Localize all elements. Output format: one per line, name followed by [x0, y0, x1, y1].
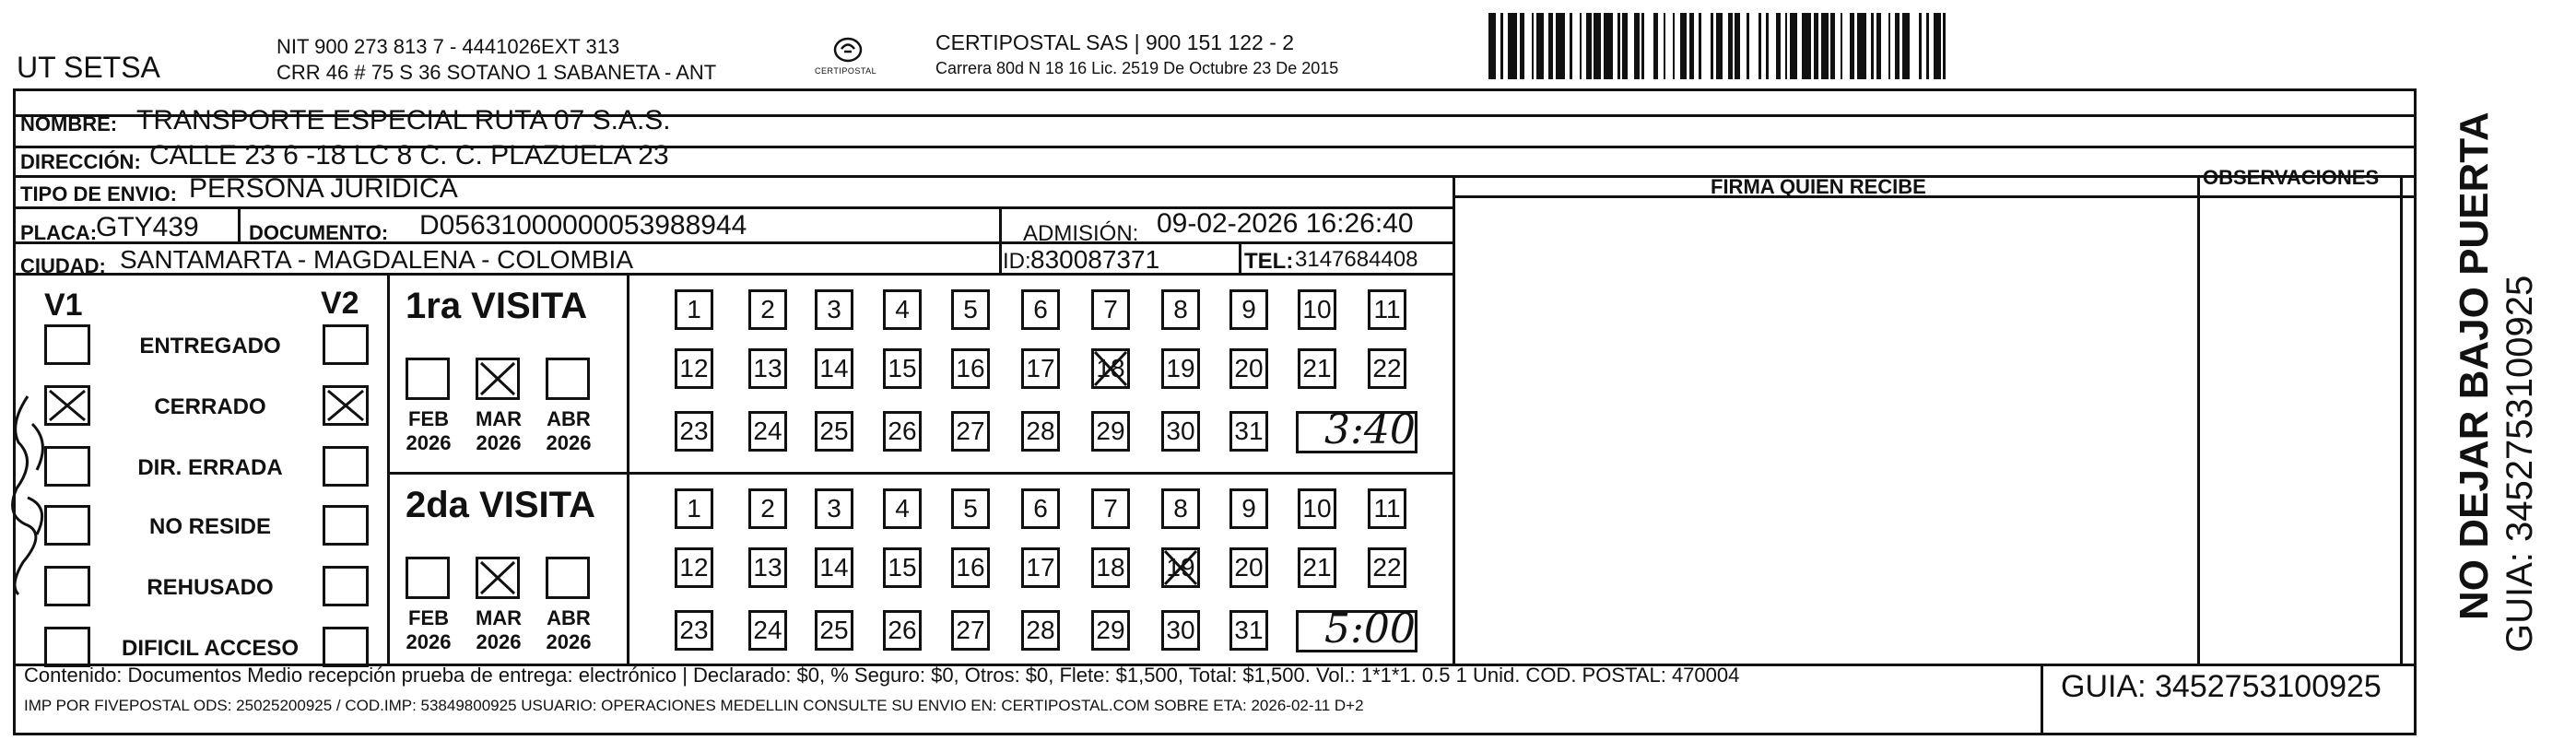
day-number: 11	[1373, 494, 1401, 523]
day-box[interactable]	[815, 411, 853, 452]
v2-checkbox[interactable]	[323, 566, 369, 606]
barcode-bar	[1769, 13, 1776, 79]
placa-value: GTY439	[96, 212, 199, 242]
month-check-mark	[478, 360, 517, 397]
day-box[interactable]	[748, 289, 787, 330]
tel-label: TEL:	[1244, 249, 1294, 274]
time-box[interactable]	[1296, 406, 1417, 453]
barcode-bar	[1740, 13, 1747, 79]
barcode-bar	[1716, 13, 1723, 79]
day-box[interactable]	[1368, 289, 1406, 330]
month-year: 2026	[406, 630, 452, 653]
day-box[interactable]	[1229, 488, 1268, 529]
month-name: FEB	[408, 407, 449, 430]
day-number: 12	[679, 553, 709, 582]
no-dejar-bajo-puerta: NO DEJAR BAJO PUERTA	[2452, 112, 2497, 620]
status-row-label: NO RESIDE	[148, 514, 272, 539]
month-year: 2026	[546, 630, 592, 653]
day-number: 13	[753, 553, 782, 582]
v1-header: V1	[44, 288, 83, 323]
day-number: 21	[1302, 354, 1332, 382]
license-line: Carrera 80d N 18 16 Lic. 2519 De Octubre 23 De 2015	[935, 59, 1339, 77]
v2-checkbox[interactable]	[323, 505, 369, 546]
day-number: 9	[1241, 494, 1256, 523]
v2-checkbox[interactable]	[323, 324, 369, 365]
v2-header: V2	[321, 286, 359, 321]
day-number: 20	[1234, 354, 1264, 382]
month-check-mark	[478, 559, 517, 596]
placa-label: PLACA:	[20, 221, 98, 244]
day-number: 28	[1026, 417, 1055, 445]
day-box[interactable]	[675, 348, 713, 389]
day-number: 19	[1166, 553, 1195, 582]
day-box[interactable]	[1091, 411, 1130, 452]
day-number: 25	[819, 616, 849, 644]
day-box[interactable]	[1021, 411, 1060, 452]
month-name: ABR	[547, 606, 591, 629]
certipostal-logo	[811, 33, 885, 85]
day-number: 4	[895, 295, 910, 323]
day-number: 27	[956, 417, 985, 445]
month-checkbox[interactable]	[476, 358, 520, 400]
day-number: 16	[956, 354, 985, 382]
day-box[interactable]	[1091, 348, 1130, 389]
day-box[interactable]	[951, 488, 990, 529]
day-number: 15	[888, 553, 917, 582]
certipostal-line: CERTIPOSTAL SAS | 900 151 122 - 2	[935, 30, 1295, 54]
day-number: 22	[1372, 553, 1402, 582]
day-number: 29	[1096, 616, 1125, 644]
barcode-bar	[1749, 13, 1759, 79]
v2-checkbox[interactable]	[323, 446, 369, 487]
day-box[interactable]	[675, 289, 713, 330]
barcode-bar	[1790, 13, 1797, 79]
month-checkbox[interactable]	[546, 358, 590, 400]
day-box[interactable]	[951, 411, 990, 452]
day-box[interactable]	[1368, 348, 1406, 389]
time-box[interactable]	[1296, 605, 1417, 652]
month-name: MAR	[475, 407, 523, 430]
day-box[interactable]	[951, 547, 990, 588]
admision-label: ADMISIÓN:	[1023, 221, 1139, 246]
day-number: 14	[819, 553, 849, 582]
day-box[interactable]	[1368, 547, 1406, 588]
day-box[interactable]	[748, 488, 787, 529]
day-box[interactable]	[815, 289, 853, 330]
barcode-bar	[1934, 13, 1941, 79]
day-number: 17	[1026, 553, 1055, 582]
day-box[interactable]	[1368, 488, 1406, 529]
day-box[interactable]	[1229, 289, 1268, 330]
barcode-bar	[1701, 13, 1711, 79]
day-number: 3	[827, 494, 841, 523]
day-number: 26	[888, 417, 917, 445]
day-number: 6	[1033, 295, 1048, 323]
visit-title: 2da VISITA	[406, 485, 595, 525]
day-box[interactable]	[1229, 348, 1268, 389]
day-number: 7	[1103, 295, 1118, 323]
day-number: 13	[753, 354, 782, 382]
barcode-bar	[1821, 13, 1829, 79]
day-box[interactable]	[1161, 411, 1200, 452]
day-box[interactable]	[883, 411, 922, 452]
month-checkbox[interactable]	[546, 557, 590, 599]
day-number: 27	[956, 616, 985, 644]
day-number: 11	[1373, 295, 1401, 323]
id-value: 830087371	[1030, 245, 1160, 274]
day-number: 1	[687, 494, 701, 523]
day-number: 3	[827, 295, 841, 323]
barcode-bar	[1488, 13, 1496, 79]
barcode-bar	[1604, 13, 1613, 79]
nit-line: NIT 900 273 813 7 - 4441026EXT 313	[276, 35, 620, 58]
month-year: 2026	[546, 431, 592, 454]
day-number: 5	[963, 295, 978, 323]
documento-label: DOCUMENTO:	[249, 221, 389, 244]
barcode-bar	[1665, 13, 1673, 79]
status-row-label: DIFICIL ACCESO	[121, 636, 299, 661]
direccion-label: DIRECCIÓN:	[20, 150, 141, 173]
day-number: 6	[1033, 494, 1048, 523]
day-number: 26	[888, 616, 917, 644]
nombre-label: NOMBRE:	[20, 112, 118, 135]
handwritten-signature	[0, 387, 65, 599]
nombre-value: TRANSPORTE ESPECIAL RUTA 07 S.A.S.	[136, 105, 671, 135]
barcode-bar	[1524, 13, 1532, 79]
v2-checkbox[interactable]	[323, 385, 369, 426]
footer-guia: GUIA: 3452753100925	[2061, 669, 2382, 704]
barcode-bar	[1857, 13, 1866, 79]
day-box[interactable]	[883, 348, 922, 389]
day-box[interactable]	[883, 289, 922, 330]
day-box[interactable]	[1021, 348, 1060, 389]
barcode-bar	[1594, 13, 1601, 79]
day-box[interactable]	[815, 348, 853, 389]
month-name: ABR	[547, 407, 591, 430]
day-box[interactable]	[1161, 488, 1200, 529]
logo-text: CERTIPOSTAL	[815, 66, 877, 76]
barcode-bar	[1556, 13, 1565, 79]
barcode	[1488, 13, 2189, 79]
v1-checkbox[interactable]	[44, 324, 90, 365]
day-number: 16	[956, 553, 985, 582]
day-box[interactable]	[675, 411, 713, 452]
firma-header: FIRMA QUIEN RECIBE	[1711, 175, 1926, 198]
day-box[interactable]	[815, 547, 853, 588]
month-year: 2026	[476, 630, 522, 653]
day-box[interactable]	[748, 610, 787, 651]
side-guia: GUIA: 3452753100925	[2500, 275, 2540, 652]
day-number: 28	[1026, 616, 1055, 644]
day-box[interactable]	[1091, 547, 1130, 588]
day-number: 1	[687, 295, 701, 323]
day-box[interactable]	[815, 488, 853, 529]
day-number: 19	[1166, 354, 1195, 382]
ciudad-value: SANTAMARTA - MAGDALENA - COLOMBIA	[120, 245, 633, 274]
day-box[interactable]	[748, 547, 787, 588]
barcode-bar	[1536, 13, 1544, 79]
day-box[interactable]	[1161, 547, 1200, 588]
day-box[interactable]	[1021, 610, 1060, 651]
month-year: 2026	[476, 431, 522, 454]
day-number: 22	[1372, 354, 1402, 382]
tel-value: 3147684408	[1295, 247, 1418, 272]
day-box[interactable]	[1021, 488, 1060, 529]
barcode-bar	[1902, 13, 1910, 79]
day-number: 31	[1234, 417, 1264, 445]
observaciones-header: OBSERVACIONES	[2203, 166, 2380, 189]
day-box[interactable]	[748, 348, 787, 389]
day-box[interactable]	[1161, 289, 1200, 330]
barcode-bar	[1628, 13, 1635, 79]
month-checkbox[interactable]	[406, 557, 450, 599]
barcode-bar	[1508, 13, 1517, 79]
day-number: 23	[679, 417, 709, 445]
barcode-bar	[1802, 13, 1811, 79]
day-box[interactable]	[1229, 547, 1268, 588]
day-box[interactable]	[675, 610, 713, 651]
ciudad-label: CIUDAD:	[20, 254, 106, 277]
barcode-bar	[1842, 13, 1850, 79]
day-number: 30	[1166, 417, 1195, 445]
id-label: ID:	[1003, 249, 1031, 274]
tipo-envio-label: TIPO DE ENVIO:	[20, 182, 177, 206]
day-box[interactable]	[1091, 289, 1130, 330]
day-number: 15	[888, 354, 917, 382]
barcode-bar	[1910, 13, 1919, 79]
visit-title: 1ra VISITA	[406, 286, 588, 326]
day-box[interactable]	[1021, 289, 1060, 330]
address-line: CRR 46 # 75 S 36 SOTANO 1 SABANETA - ANT	[276, 61, 717, 84]
v1-checkbox[interactable]	[44, 627, 90, 667]
company-name: UT SETSA	[17, 51, 160, 84]
day-number: 20	[1234, 553, 1264, 582]
day-number: 4	[895, 494, 910, 523]
direccion-value: CALLE 23 6 -18 LC 8 C. C. PLAZUELA 23	[149, 140, 669, 170]
month-checkbox[interactable]	[406, 358, 450, 400]
day-number: 25	[819, 417, 849, 445]
day-number: 24	[753, 417, 782, 445]
day-number: 17	[1026, 354, 1055, 382]
day-number: 10	[1302, 295, 1332, 323]
day-number: 29	[1096, 417, 1125, 445]
documento-value: D05631000000053988944	[419, 210, 747, 241]
barcode-bar	[1644, 13, 1653, 79]
day-box[interactable]	[1229, 610, 1268, 651]
imp-line: IMP POR FIVEPOSTAL ODS: 25025200925 / COD.IMP: 53849800925 USUARIO: OPERACIONES MEDELLIN CONSULTE SU ENVIO EN: CERTIPOSTAL.COM SOBRE ETA: 2026-02-11 D+2	[24, 697, 1364, 714]
day-number: 5	[963, 494, 978, 523]
day-number: 18	[1096, 354, 1125, 382]
day-number: 9	[1241, 295, 1256, 323]
day-number: 8	[1173, 494, 1188, 523]
day-box[interactable]	[1091, 488, 1130, 529]
day-number: 10	[1302, 494, 1332, 523]
day-number: 21	[1302, 553, 1332, 582]
handwritten-time: 5:00	[1324, 605, 1416, 652]
day-box[interactable]	[1229, 411, 1268, 452]
day-box[interactable]	[815, 610, 853, 651]
status-row-label: CERRADO	[154, 394, 266, 419]
day-box[interactable]	[675, 547, 713, 588]
day-number: 23	[679, 616, 709, 644]
day-number: 14	[819, 354, 849, 382]
day-number: 2	[760, 494, 775, 523]
month-name: MAR	[475, 606, 523, 629]
barcode-bar	[1680, 13, 1688, 79]
v2-checkbox[interactable]	[323, 627, 369, 667]
status-row-label: REHUSADO	[147, 575, 274, 600]
status-row-label: ENTREGADO	[139, 334, 281, 358]
day-box[interactable]	[883, 610, 922, 651]
day-number: 31	[1234, 616, 1264, 644]
month-checkbox[interactable]	[476, 557, 520, 599]
day-box[interactable]	[675, 488, 713, 529]
barcode-bar	[1881, 13, 1888, 79]
day-box[interactable]	[951, 289, 990, 330]
day-number: 30	[1166, 616, 1195, 644]
day-box[interactable]	[1021, 547, 1060, 588]
handwritten-time: 3:40	[1324, 406, 1416, 453]
day-number: 8	[1173, 295, 1188, 323]
day-box[interactable]	[883, 488, 922, 529]
day-box[interactable]	[1298, 547, 1336, 588]
day-box[interactable]	[1298, 488, 1336, 529]
month-year: 2026	[406, 431, 452, 454]
day-box[interactable]	[883, 547, 922, 588]
admision-value: 09-02-2026 16:26:40	[1157, 208, 1414, 239]
day-number: 12	[679, 354, 709, 382]
day-box[interactable]	[1091, 610, 1130, 651]
day-box[interactable]	[1161, 610, 1200, 651]
day-box[interactable]	[1298, 289, 1336, 330]
barcode-bar	[1572, 13, 1580, 79]
barcode-bar	[1946, 13, 1950, 79]
day-number: 24	[753, 616, 782, 644]
day-box[interactable]	[951, 610, 990, 651]
day-number: 2	[760, 295, 775, 323]
day-box[interactable]	[1161, 348, 1200, 389]
day-box[interactable]	[1298, 348, 1336, 389]
day-number: 7	[1103, 494, 1118, 523]
contenido-line: Contenido: Documentos Medio recepción prueba de entrega: electrónico | Declarado: $0, % Seguro: $0, Otros: $0, Flete: $1,500, Total: $1,500. Vol.: 1*1*1. 0.5 1 Unid. COD. POSTAL: 470004	[24, 664, 1740, 687]
v2-check-mark	[325, 388, 366, 423]
month-name: FEB	[408, 606, 449, 629]
tipo-envio-value: PERSONA JURIDICA	[189, 173, 458, 204]
status-row-label: DIR. ERRADA	[137, 455, 283, 480]
day-box[interactable]	[951, 348, 990, 389]
day-box[interactable]	[748, 411, 787, 452]
day-number: 18	[1096, 553, 1125, 582]
